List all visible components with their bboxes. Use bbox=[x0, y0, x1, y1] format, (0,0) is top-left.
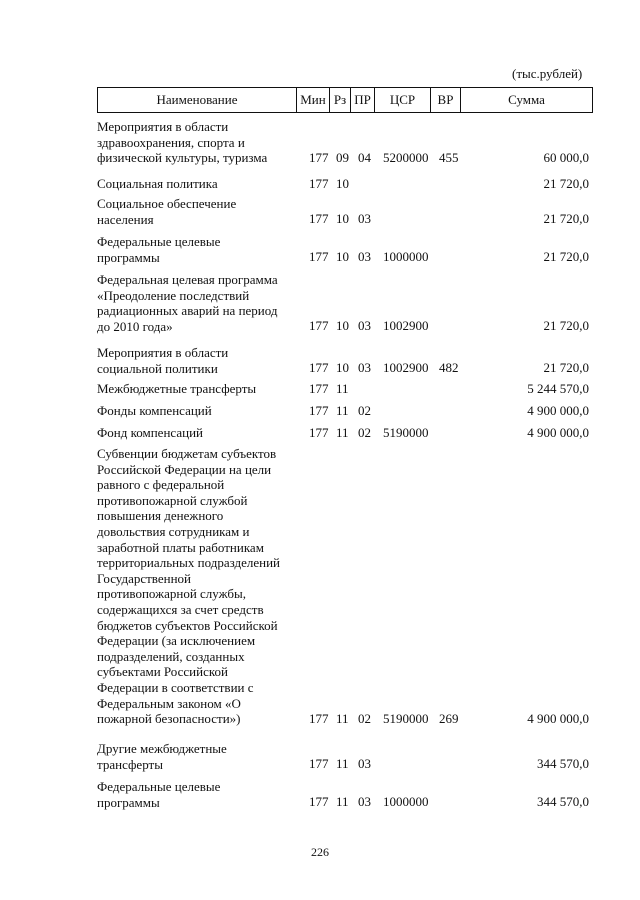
row-rz: 10 bbox=[336, 360, 349, 376]
row-min: 177 bbox=[309, 425, 329, 441]
row-sum: 5 244 570,0 bbox=[527, 381, 589, 397]
table-row bbox=[97, 176, 593, 192]
row-name: Федеральная целевая программа «Преодоление последствий радиационных аварий на период до 2010 года» bbox=[97, 272, 278, 334]
row-pr: 02 bbox=[358, 711, 371, 727]
table-row bbox=[97, 345, 593, 376]
row-csr: 5200000 bbox=[383, 150, 429, 166]
row-min: 177 bbox=[309, 756, 329, 772]
row-min: 177 bbox=[309, 176, 329, 192]
table-row bbox=[97, 425, 593, 441]
row-min: 177 bbox=[309, 381, 329, 397]
row-rz: 11 bbox=[336, 794, 349, 810]
row-min: 177 bbox=[309, 211, 329, 227]
row-csr: 5190000 bbox=[383, 425, 429, 441]
row-min: 177 bbox=[309, 150, 329, 166]
row-rz: 10 bbox=[336, 318, 349, 334]
header-sum: Сумма bbox=[508, 92, 545, 107]
row-sum: 21 720,0 bbox=[543, 211, 589, 227]
row-rz: 10 bbox=[336, 249, 349, 265]
row-pr: 02 bbox=[358, 403, 371, 419]
row-rz: 09 bbox=[336, 150, 349, 166]
row-name: Межбюджетные трансферты bbox=[97, 381, 257, 396]
row-name: Субвенции бюджетам субъектов Российской Федерации на цели равного с федеральной противопожарной службой повышения денежного довольствия сотрудникам и заработной платы работникам территориальных подразделений Государственной противопожарной службы, содержащихся за счет средств бюджетов субъектов Российской Федерации (за исключением подразделений, созданных субъектами Российской Федерации в соответствии с Федеральным законом «О пожарной безопасности») bbox=[97, 446, 280, 727]
row-min: 177 bbox=[309, 794, 329, 810]
header-csr: ЦСР bbox=[389, 92, 416, 107]
header-rz: Рз bbox=[333, 92, 347, 107]
header-vr: ВР bbox=[437, 92, 454, 107]
row-name: Фонды компенсаций bbox=[97, 403, 212, 418]
page-number: 226 bbox=[311, 845, 329, 859]
row-pr: 03 bbox=[358, 211, 371, 227]
row-csr: 1000000 bbox=[383, 794, 429, 810]
row-rz: 11 bbox=[336, 381, 349, 397]
row-min: 177 bbox=[309, 360, 329, 376]
units-label: (тыс.рублей) bbox=[512, 66, 583, 81]
row-sum: 21 720,0 bbox=[543, 176, 589, 192]
row-name: Фонд компенсаций bbox=[97, 425, 203, 440]
row-min: 177 bbox=[309, 711, 329, 727]
table-row bbox=[97, 234, 593, 265]
row-name: Социальное обеспечение населения bbox=[97, 196, 237, 227]
row-rz: 11 bbox=[336, 425, 349, 441]
row-sum: 4 900 000,0 bbox=[527, 711, 589, 727]
row-rz: 11 bbox=[336, 403, 349, 419]
table-row bbox=[97, 741, 593, 772]
row-rz: 10 bbox=[336, 176, 349, 192]
row-vr: 482 bbox=[439, 360, 459, 376]
table-row bbox=[97, 381, 593, 397]
row-name: Мероприятия в области здравоохранения, спорта и физической культуры, туризма bbox=[97, 119, 268, 166]
row-name: Мероприятия в области социальной политики bbox=[97, 345, 229, 376]
table-row bbox=[97, 446, 593, 727]
header-min: Мин bbox=[300, 92, 326, 107]
table-row bbox=[97, 403, 593, 419]
table-row bbox=[97, 779, 593, 810]
table-row bbox=[97, 272, 593, 334]
row-csr: 5190000 bbox=[383, 711, 429, 727]
row-csr: 1000000 bbox=[383, 249, 429, 265]
row-sum: 21 720,0 bbox=[543, 318, 589, 334]
row-sum: 60 000,0 bbox=[543, 150, 589, 166]
row-pr: 03 bbox=[358, 794, 371, 810]
row-sum: 344 570,0 bbox=[537, 756, 589, 772]
row-rz: 10 bbox=[336, 211, 349, 227]
row-vr: 455 bbox=[439, 150, 459, 166]
row-rz: 11 bbox=[336, 711, 349, 727]
row-sum: 21 720,0 bbox=[543, 249, 589, 265]
row-name: Федеральные целевые программы bbox=[97, 234, 221, 265]
row-name: Социальная политика bbox=[97, 176, 218, 191]
table-row bbox=[97, 119, 593, 166]
row-min: 177 bbox=[309, 318, 329, 334]
header-name: Наименование bbox=[156, 92, 238, 107]
row-min: 177 bbox=[309, 249, 329, 265]
row-sum: 4 900 000,0 bbox=[527, 425, 589, 441]
row-pr: 02 bbox=[358, 425, 371, 441]
row-name: Федеральные целевые программы bbox=[97, 779, 221, 810]
table-row bbox=[97, 196, 593, 227]
row-csr: 1002900 bbox=[383, 318, 429, 334]
row-pr: 04 bbox=[358, 150, 371, 166]
row-pr: 03 bbox=[358, 756, 371, 772]
row-pr: 03 bbox=[358, 249, 371, 265]
row-pr: 03 bbox=[358, 360, 371, 376]
row-csr: 1002900 bbox=[383, 360, 429, 376]
table-header bbox=[97, 87, 593, 113]
header-pr: ПР bbox=[354, 92, 371, 107]
row-rz: 11 bbox=[336, 756, 349, 772]
row-vr: 269 bbox=[439, 711, 459, 727]
row-sum: 4 900 000,0 bbox=[527, 403, 589, 419]
row-name: Другие межбюджетные трансферты bbox=[97, 741, 227, 772]
row-min: 177 bbox=[309, 403, 329, 419]
row-sum: 21 720,0 bbox=[543, 360, 589, 376]
row-sum: 344 570,0 bbox=[537, 794, 589, 810]
row-pr: 03 bbox=[358, 318, 371, 334]
